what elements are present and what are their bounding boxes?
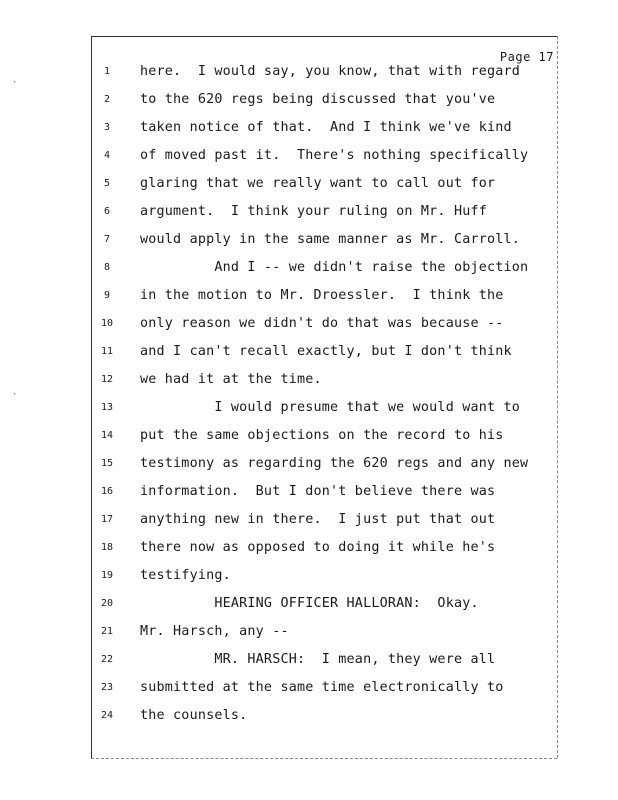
line-number: 23 — [100, 682, 114, 693]
line-text: glaring that we really want to call out for — [140, 176, 496, 191]
line-text: MR. HARSCH: I mean, they were all — [140, 652, 496, 667]
line-number: 7 — [103, 234, 111, 245]
line-number: 13 — [100, 402, 114, 413]
transcript-line — [0, 370, 618, 398]
line-text: would apply in the same manner as Mr. Carroll. — [140, 232, 521, 247]
line-number: 11 — [100, 346, 114, 357]
line-text: Mr. Harsch, any -- — [140, 624, 289, 639]
line-text: testifying. — [140, 568, 231, 583]
line-text: testimony as regarding the 620 regs and any new — [140, 456, 529, 471]
line-text: in the motion to Mr. Droessler. I think the — [140, 288, 504, 303]
line-number: 3 — [103, 122, 111, 133]
line-text: And I -- we didn't raise the objection — [140, 260, 529, 275]
scan-mark: · — [12, 78, 18, 88]
line-text: argument. I think your ruling on Mr. Huff — [140, 204, 487, 219]
line-number: 14 — [100, 430, 114, 441]
transcript-line — [0, 510, 618, 538]
line-number: 1 — [103, 66, 111, 77]
transcript-line — [0, 594, 618, 622]
line-text: to the 620 regs being discussed that you've — [140, 92, 496, 107]
transcript-line — [0, 426, 618, 454]
transcript-line — [0, 482, 618, 510]
transcript-line — [0, 202, 618, 230]
line-text: the counsels. — [140, 708, 248, 723]
transcript-line — [0, 566, 618, 594]
line-text: information. But I don't believe there was — [140, 484, 496, 499]
line-text: put the same objections on the record to his — [140, 428, 504, 443]
line-number: 2 — [103, 94, 111, 105]
transcript-line — [0, 62, 618, 90]
transcript-line — [0, 650, 618, 678]
scan-mark: · — [12, 390, 18, 400]
line-text: submitted at the same time electronically to — [140, 680, 504, 695]
line-text: here. I would say, you know, that with regard — [140, 64, 521, 79]
line-number: 21 — [100, 626, 114, 637]
line-number: 9 — [103, 290, 111, 301]
line-number: 19 — [100, 570, 114, 581]
line-number: 12 — [100, 374, 114, 385]
line-text: there now as opposed to doing it while he's — [140, 540, 496, 555]
line-number: 24 — [100, 710, 114, 721]
page-number: Page 17 — [499, 50, 554, 64]
line-text: HEARING OFFICER HALLORAN: Okay. — [140, 596, 479, 611]
bottom-margin-rule — [91, 758, 557, 759]
line-number: 4 — [103, 150, 111, 161]
line-number: 17 — [100, 514, 114, 525]
transcript-line — [0, 174, 618, 202]
transcript-line — [0, 230, 618, 258]
line-number: 8 — [103, 262, 111, 273]
line-number: 6 — [103, 206, 111, 217]
line-number: 22 — [100, 654, 114, 665]
line-number: 5 — [103, 178, 111, 189]
line-number: 20 — [100, 598, 114, 609]
line-text: I would presume that we would want to — [140, 400, 521, 415]
line-number: 16 — [100, 486, 114, 497]
transcript-line — [0, 538, 618, 566]
line-text: we had it at the time. — [140, 372, 322, 387]
transcript-line — [0, 286, 618, 314]
line-text: taken notice of that. And I think we've kind — [140, 120, 512, 135]
line-text: only reason we didn't do that was because -- — [140, 316, 504, 331]
transcript-line — [0, 342, 618, 370]
transcript-line — [0, 678, 618, 706]
line-text: anything new in there. I just put that out — [140, 512, 496, 527]
transcript-line — [0, 622, 618, 650]
line-number: 15 — [100, 458, 114, 469]
line-number: 18 — [100, 542, 114, 553]
transcript-line — [0, 454, 618, 482]
line-text: of moved past it. There's nothing specifically — [140, 148, 529, 163]
transcript-line — [0, 398, 618, 426]
transcript-line — [0, 146, 618, 174]
transcript-line — [0, 314, 618, 342]
transcript-line — [0, 258, 618, 286]
transcript-line — [0, 118, 618, 146]
transcript-line — [0, 90, 618, 118]
line-number: 10 — [100, 318, 114, 329]
transcript-line — [0, 706, 618, 734]
line-text: and I can't recall exactly, but I don't think — [140, 344, 512, 359]
